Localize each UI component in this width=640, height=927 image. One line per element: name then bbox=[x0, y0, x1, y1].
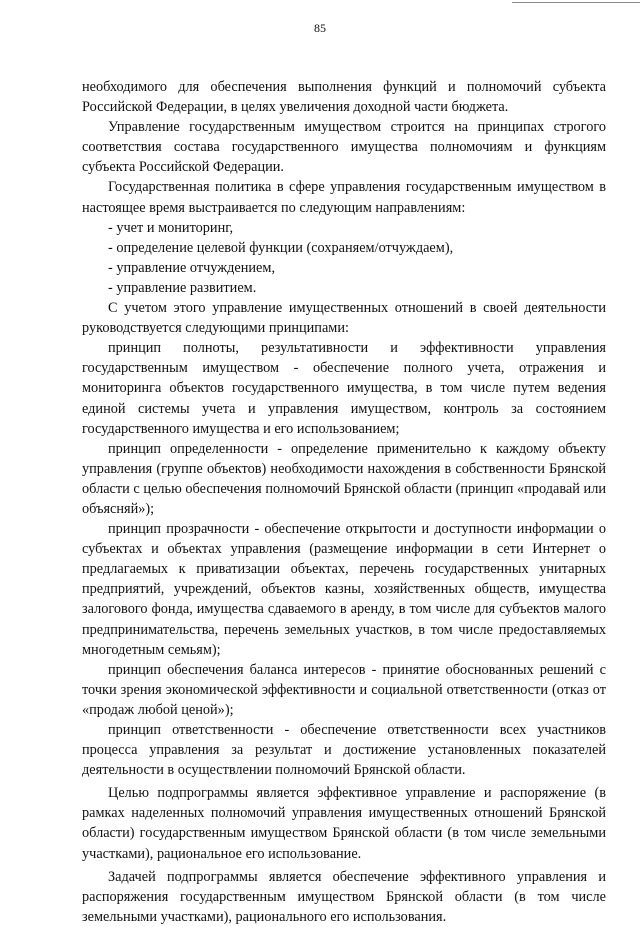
paragraph-subprogram-task: Задачей подпрограммы является обеспечение эффективного управления и распоряжения государственным имуществом Брянской области (в том числе земельными участками), рационального его использования. bbox=[82, 868, 606, 925]
paragraph-principles-overview: Управление государственным имуществом строится на принципах строгого соответствия состава государственного имущества полномочиям и функциям субъекта Российской Федерации. bbox=[82, 119, 606, 176]
paragraph-principle-balance: принцип обеспечения баланса интересов - принятие обоснованных решений с точки зрения экономической эффективности и социальной ответственности (отказ от «продаж любой ценой»); bbox=[82, 661, 606, 718]
body-text bbox=[82, 77, 606, 927]
paragraph-principle-completeness: принцип полноты, результативности и эффективности управления государственным имуществом - обеспечение полного учета, отражения и мониторинга объектов государственного имущества, в том числе путем ведения единой системы учета и управления имуществом, контроль за состоянием государственного имущества и его использованием; bbox=[82, 340, 606, 437]
paragraph-subprogram-goal: Целью подпрограммы является эффективное управление и распоряжение (в рамках наделенных полномочий управления имущественных отношений Брянской области) государственным имуществом Брянской области (в том числе земельными участками), рациональное его использование. bbox=[82, 785, 606, 862]
paragraph-policy-directions: Государственная политика в сфере управления государственным имуществом в настоящее время выстраивается по следующим направлениям: bbox=[82, 179, 606, 216]
paragraph-principle-certainty: принцип определенности - определение применительно к каждому объекту управления (группе объектов) необходимости нахождения в собственности Брянской области с целью обеспечения полномочий Брянской области (принцип «продавай или объясняй»); bbox=[82, 440, 606, 517]
list-item-accounting: - учет и мониторинг, bbox=[108, 219, 234, 236]
page-number: 85 bbox=[314, 21, 326, 35]
paragraph-principle-transparency: принцип прозрачности - обеспечение открытости и доступности информации о субъектах и объектах управления (размещение информации в сети Интернет о предлагаемых к приватизации объектах, перечень государственных унитарных предприятий, учреждений, объектов казны, хозяйственных обществ, имущества залогового фонда, имущества сдаваемого в аренду, в том числе для субъектов малого предпринимательства, перечень земельных участков, в том числе предоставляемых многодетным семьям); bbox=[82, 521, 606, 658]
header-rule bbox=[512, 2, 640, 3]
paragraph-principle-responsibility: принцип ответственности - обеспечение ответственности всех участников процесса управления за результат и достижение установленных показателей деятельности в осуществлении полномочий Брянской области. bbox=[82, 722, 606, 779]
paragraph-principles-intro: С учетом этого управление имущественных отношений в своей деятельности руководствуется следующими принципами: bbox=[82, 300, 606, 337]
list-item-alienation: - управление отчуждением, bbox=[108, 259, 276, 276]
paragraph-continuation: необходимого для обеспечения выполнения функций и полномочий субъекта Российской Федерации, в целях увеличения доходной части бюджета. bbox=[82, 79, 606, 116]
list-item-target-function: - определение целевой функции (сохраняем/отчуждаем), bbox=[108, 239, 454, 256]
list-item-development: - управление развитием. bbox=[108, 279, 257, 296]
